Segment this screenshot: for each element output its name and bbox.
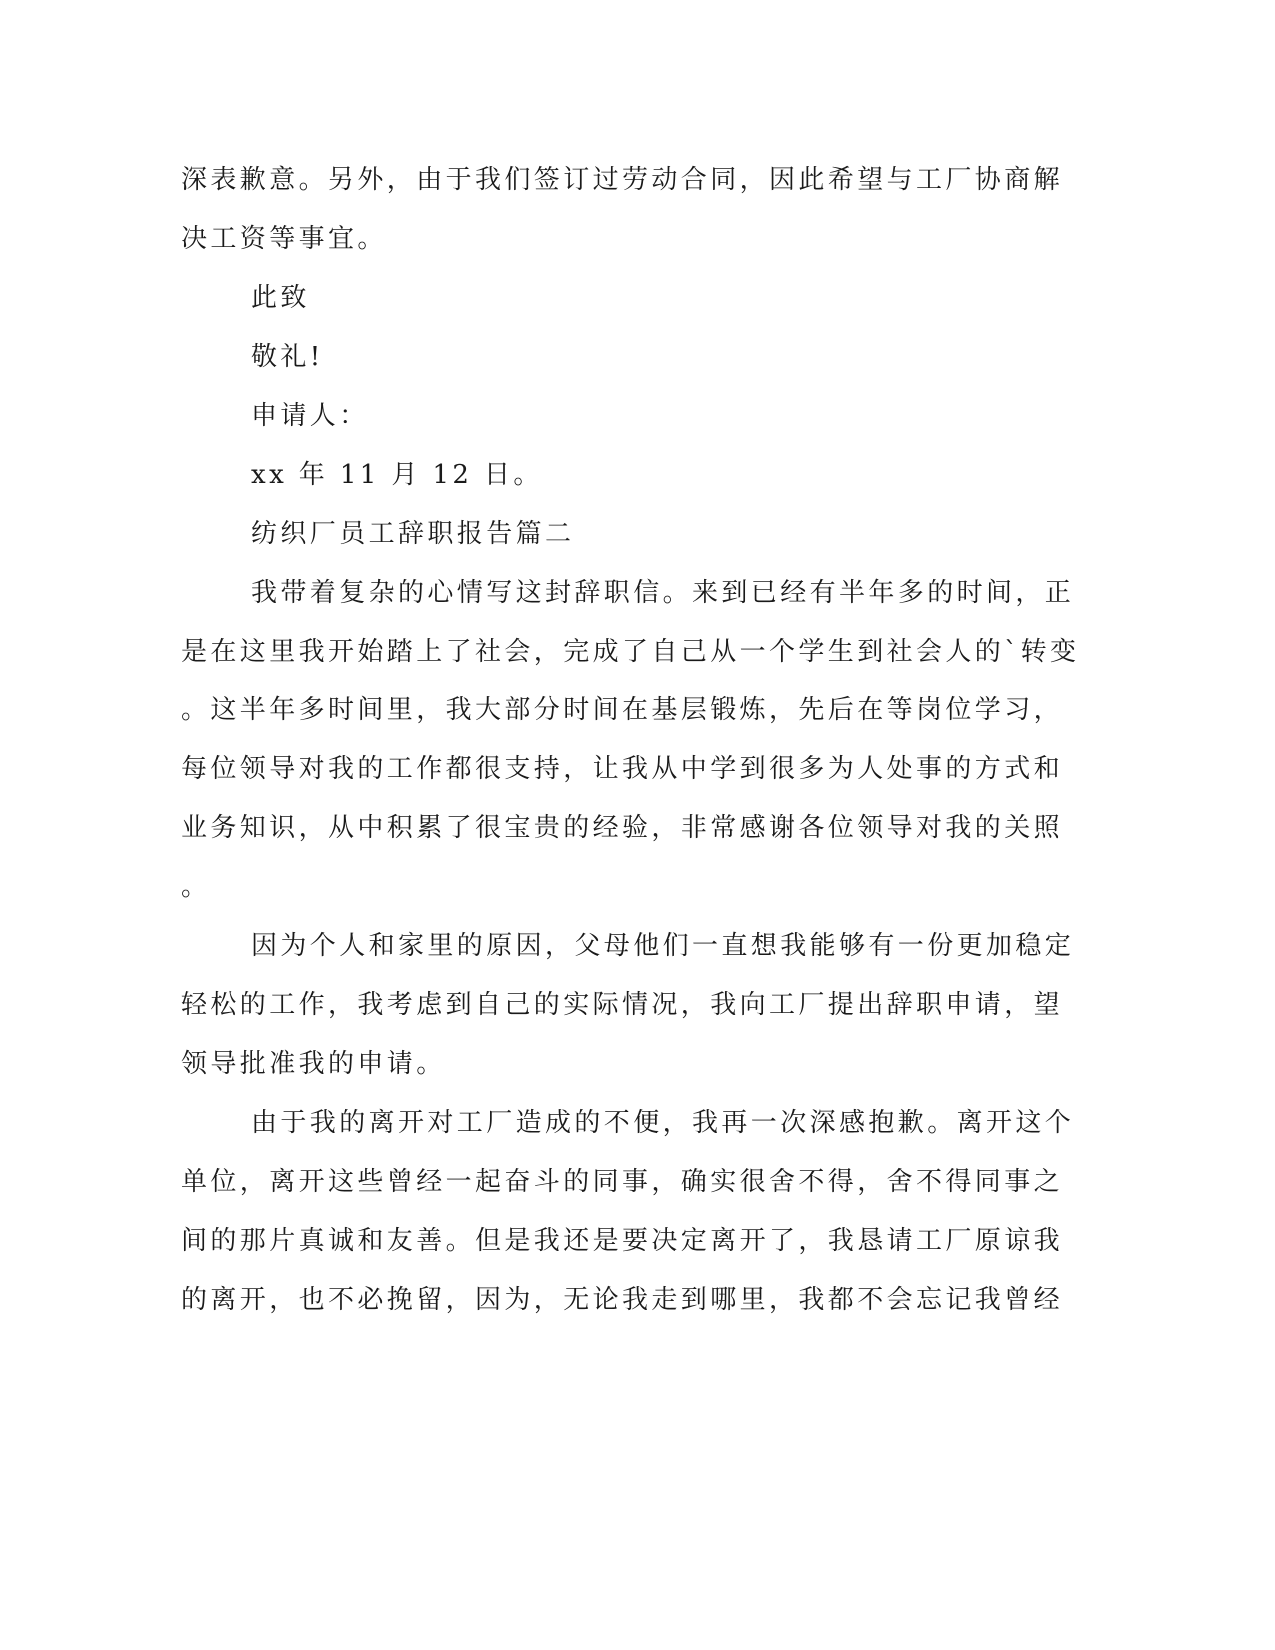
text-line: 申请人： <box>251 401 369 431</box>
text-line: 深表歉意。另外，由于我们签订过劳动合同，因此希望与工厂协商解 <box>181 165 1064 195</box>
text-line: 间的那片真诚和友善。但是我还是要决定离开了，我恳请工厂原谅我 <box>181 1226 1064 1256</box>
text-line: 由于我的离开对工厂造成的不便，我再一次深感抱歉。离开这个 <box>251 1108 1075 1138</box>
text-line: 单位，离开这些曾经一起奋斗的同事，确实很舍不得，舍不得同事之 <box>181 1167 1064 1197</box>
text-line: 业务知识，从中积累了很宝贵的经验，非常感谢各位领导对我的关照 <box>181 813 1064 843</box>
text-line: 。 <box>181 872 211 902</box>
text-line: xx 年 11 月 12 日。 <box>251 460 543 490</box>
text-line: 我带着复杂的心情写这封辞职信。来到已经有半年多的时间，正 <box>251 578 1075 608</box>
text-line: 领导批准我的申请。 <box>181 1049 446 1079</box>
text-line: 敬礼! <box>251 342 324 372</box>
text-line: 因为个人和家里的原因，父母他们一直想我能够有一份更加稳定 <box>251 931 1075 961</box>
text-line: 的离开，也不必挽留，因为，无论我走到哪里，我都不会忘记我曾经 <box>181 1285 1064 1315</box>
text-line: 是在这里我开始踏上了社会，完成了自己从一个学生到社会人的`转变 <box>181 637 1080 667</box>
text-line: 。这半年多时间里，我大部分时间在基层锻炼，先后在等岗位学习， <box>181 695 1064 725</box>
text-line: 决工资等事宜。 <box>181 224 387 254</box>
text-line: 轻松的工作，我考虑到自己的实际情况，我向工厂提出辞职申请，望 <box>181 990 1064 1020</box>
section-heading: 纺织厂员工辞职报告篇二 <box>251 519 575 549</box>
text-line: 此致 <box>251 283 310 313</box>
text-line: 每位领导对我的工作都很支持，让我从中学到很多为人处事的方式和 <box>181 754 1064 784</box>
